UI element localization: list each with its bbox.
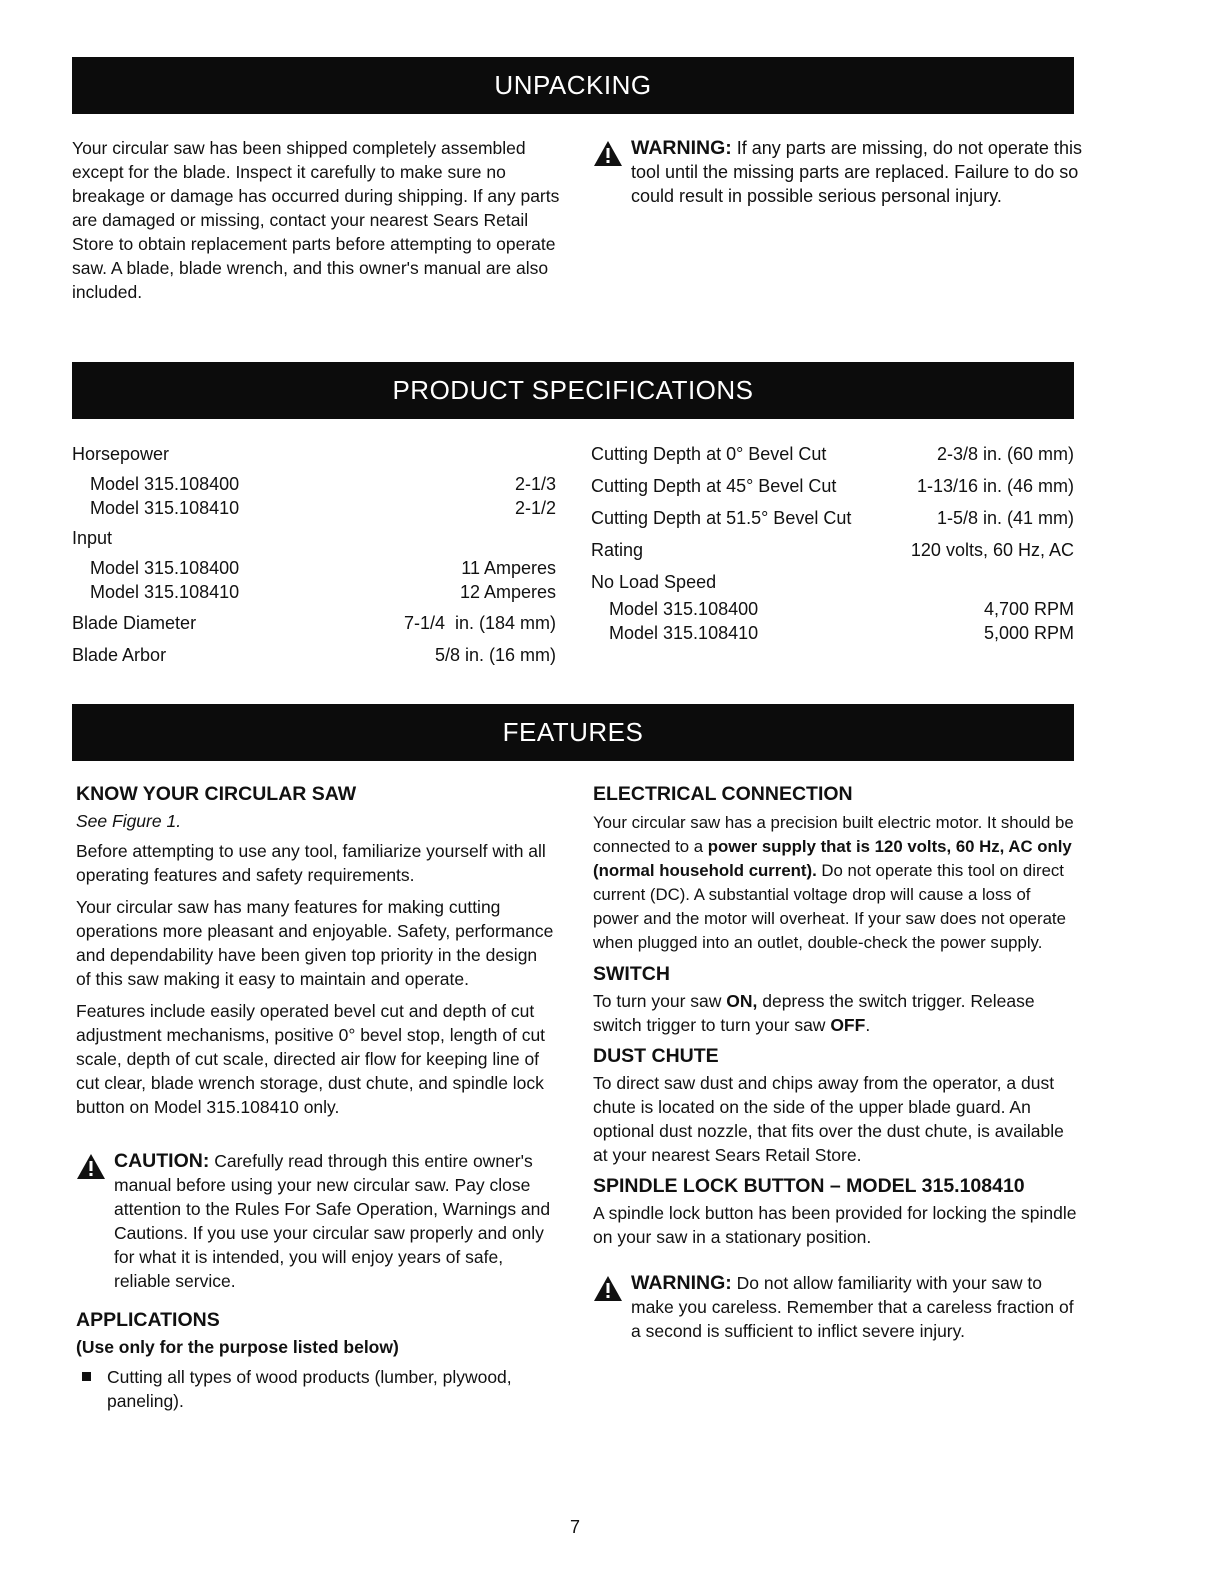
unpacking-body [72, 136, 562, 312]
warning-icon [593, 1275, 623, 1302]
warning2-block [593, 1271, 1078, 1343]
dust-text: To direct saw dust and chips away from the operator, a dust chute is located on the side of the upper blade guard. An optional dust nozzle, that fits over the dust chute, is available at your nearest Sears Retail Store. [593, 1073, 1064, 1165]
page-number: 7 [569, 1517, 580, 1537]
spec-row [72, 611, 556, 635]
spec-row [72, 580, 556, 604]
spec-value: 120 volts, 60 Hz, AC [910, 540, 1074, 560]
caution-label: CAUTION: [114, 1150, 210, 1172]
spec-value: 5,000 RPM [983, 623, 1074, 643]
spec-label: Cutting Depth at 0° Bevel Cut [591, 444, 827, 464]
spec-label: Blade Arbor [72, 645, 167, 665]
spec-label: Model 315.108410 [90, 582, 240, 602]
spec-row [72, 643, 556, 667]
spec-value: 2-1/2 [514, 498, 556, 518]
spec-value: 12 Amperes [459, 582, 556, 602]
spec-label: Blade Diameter [72, 613, 197, 633]
spec-value: 5/8 in. (16 mm) [434, 645, 556, 665]
spec-row [591, 597, 1074, 621]
spindle-heading: SPINDLE LOCK BUTTON – MODEL 315.108410 [593, 1175, 1025, 1197]
spec-value: 4,700 RPM [983, 599, 1074, 619]
electrical-text-post: Do not operate this tool on direct current (DC). A substantial voltage drop will cause a loss of power and the motor will overheat. If your saw does not operate when plugged into an outlet, double-check the power supply. [593, 861, 1066, 952]
warning2-label: WARNING: [631, 1272, 732, 1294]
spindle-text: A spindle lock button has been provided for locking the spindle on your saw in a stationary position. [593, 1203, 1077, 1247]
applications-sub: (Use only for the purpose listed below) [76, 1337, 399, 1357]
spec-label: Model 315.108400 [90, 558, 240, 578]
dust-heading: DUST CHUTE [593, 1045, 719, 1067]
specs-left [72, 442, 556, 667]
spec-row [591, 621, 1074, 645]
spec-row [591, 506, 1074, 530]
switch-text-pre: To turn your saw [593, 991, 727, 1011]
spec-value: 2-3/8 in. (60 mm) [936, 444, 1074, 464]
bullet-square-icon [82, 1372, 91, 1381]
features-left [76, 781, 554, 1413]
spec-label: Model 315.108410 [609, 623, 759, 643]
spec-label: Rating [591, 540, 644, 560]
unpacking-text: Your circular saw has been shipped completely assembled except for the blade. Inspect it carefully to make sure no breakage or damage has occurred during shipping. If any parts are damaged or missing, contact your nearest Sears Retail Store to obtain replacement parts before attempting to operate saw. A blade, blade wrench, and this owner's manual are also included. [72, 138, 560, 302]
features-title: FEATURES [502, 717, 644, 747]
spec-value: 2-1/3 [514, 474, 556, 494]
spec-row [591, 442, 1074, 466]
spec-label: Cutting Depth at 45° Bevel Cut [591, 476, 837, 496]
warning-icon [593, 140, 623, 167]
applications-item: Cutting all types of wood products (lumber, plywood, paneling). [107, 1367, 512, 1411]
know-p2: Your circular saw has many features for making cutting operations more pleasant and enjoyable. Safety, performance and dependability have been given top priority in the design of this saw making it easy to maintain and operate. [76, 897, 554, 989]
switch-text [593, 989, 1078, 1037]
spec-label: Cutting Depth at 51.5° Bevel Cut [591, 508, 852, 528]
unpacking-warning [593, 136, 1083, 208]
electrical-heading: ELECTRICAL CONNECTION [593, 783, 853, 805]
spec-input-label: Input [72, 528, 113, 548]
spec-horsepower-label: Horsepower [72, 444, 170, 464]
switch-text-mid: depress the switch trigger. Release switch trigger to turn your saw [593, 991, 1035, 1035]
specs-header [72, 362, 1074, 419]
spec-value: 1-5/8 in. (41 mm) [936, 508, 1074, 528]
switch-off: OFF [830, 1015, 866, 1035]
know-p3: Features include easily operated bevel cut and depth of cut adjustment mechanisms, positive 0° bevel stop, length of cut scale, depth of cut scale, directed air flow for keeping line of cut clear, blade wrench storage, dust chute, and spindle lock button on Model 315.108410 only. [76, 1001, 546, 1117]
spec-value: 1-13/16 in. (46 mm) [916, 476, 1074, 496]
spec-speed-label: No Load Speed [591, 572, 717, 592]
spec-label: Model 315.108410 [90, 498, 240, 518]
electrical-text [593, 811, 1078, 955]
spec-value: 7-1/4 in. (184 mm) [403, 613, 556, 633]
electrical-text-bold: power supply that is 120 volts, 60 Hz, AC only (normal household current). [593, 837, 1072, 880]
unpacking-header [72, 57, 1074, 114]
spec-row [72, 556, 556, 580]
features-header [72, 704, 1074, 761]
caution-text: Carefully read through this entire owner's manual before using your new circular saw. Pay close attention to the Rules For Safe Operation, Warnings and Cautions. If you use your circular saw properly and only for what it is intended, you will enjoy years of safe, reliable service. [114, 1151, 551, 1291]
warning-label: WARNING: [631, 137, 732, 159]
specs-title: PRODUCT SPECIFICATIONS [392, 375, 754, 405]
caution-block [76, 1149, 554, 1293]
warning2-text: Do not allow familiarity with your saw to make you careless. Remember that a careless fraction of a second is sufficient to inflict severe injury. [631, 1273, 1074, 1341]
know-p1: Before attempting to use any tool, familiarize yourself with all operating features and safety requirements. [76, 841, 546, 885]
applications-heading: APPLICATIONS [76, 1309, 220, 1331]
spec-label: Model 315.108400 [609, 599, 759, 619]
spec-value: 11 Amperes [461, 558, 556, 578]
spec-row [591, 538, 1074, 562]
spec-row [72, 496, 556, 520]
features-right [593, 781, 1078, 1343]
see-figure: See Figure 1. [76, 811, 182, 831]
spec-row [72, 472, 556, 496]
list-item [76, 1365, 554, 1413]
switch-on: ON, [726, 991, 758, 1011]
know-heading: KNOW YOUR CIRCULAR SAW [76, 783, 357, 805]
unpacking-title: UNPACKING [494, 70, 652, 100]
specs-right [591, 442, 1074, 645]
warning-icon [76, 1153, 106, 1180]
spec-row [591, 474, 1074, 498]
switch-heading: SWITCH [593, 963, 670, 985]
electrical-text-pre: Your circular saw has a precision built electric motor. It should be connected to a [593, 813, 1074, 856]
warning-text: If any parts are missing, do not operate this tool until the missing parts are replaced. Failure to do so could result in possible serious personal injury. [631, 138, 1082, 206]
switch-text-end: . [865, 1015, 871, 1035]
spec-label: Model 315.108400 [90, 474, 240, 494]
